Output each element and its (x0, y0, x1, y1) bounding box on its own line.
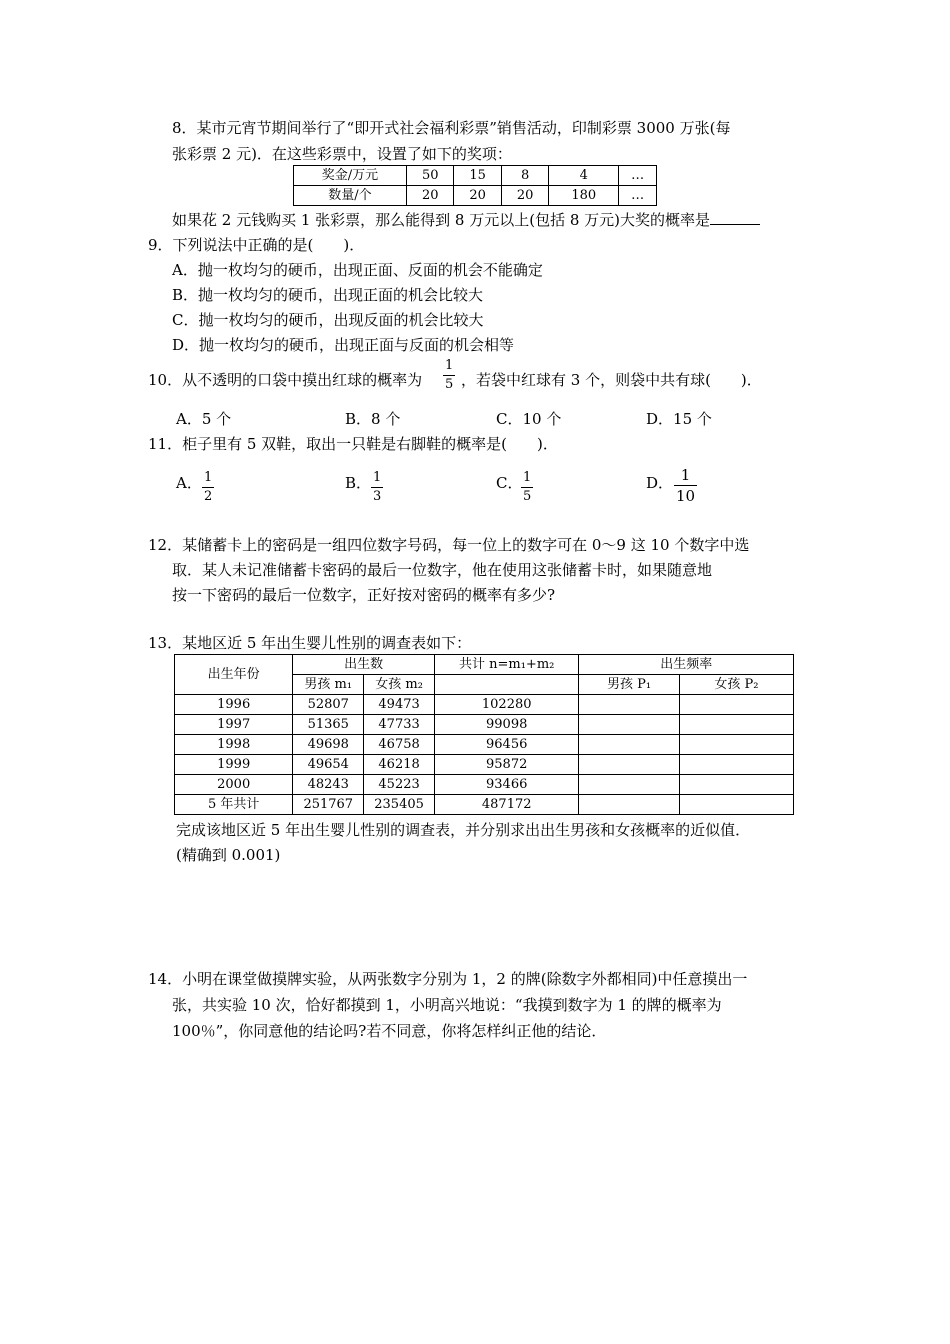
header-births: 出生数 (293, 655, 435, 675)
table-cell: 45223 (364, 775, 435, 795)
q14-line3: 100％”，你同意他的结论吗?若不同意，你将怎样纠正他的结论． (172, 1022, 607, 1040)
q9-option-a: A．抛一枚均匀的硬币，出现正面、反面的机会不能确定 (172, 261, 543, 279)
header-year: 出生年份 (175, 655, 293, 695)
fraction-bar (521, 487, 533, 488)
table-cell: 47733 (364, 715, 435, 735)
q11-a-fraction (202, 471, 214, 504)
table-cell (679, 775, 793, 795)
q11-d-fraction (674, 467, 697, 504)
table-cell (579, 735, 679, 755)
table-row (175, 775, 794, 795)
q13-line1: 完成该地区近 5 年出生婴儿性别的调查表，并分别求出出生男孩和女孩概率的近似值． (176, 821, 751, 839)
table-row (175, 795, 794, 815)
table-cell: 96456 (435, 735, 579, 755)
prize-label: 奖金/万元 (294, 166, 407, 186)
table-cell: 487172 (435, 795, 579, 815)
q10-option-b: B．8 个 (345, 410, 401, 428)
table-row (175, 695, 794, 715)
header-p-boy: 男孩 P₁ (579, 675, 679, 695)
q10-option-a: A．5 个 (176, 410, 232, 428)
table-cell: 102280 (435, 695, 579, 715)
fraction-bar (371, 487, 383, 488)
header-frequency: 出生频率 (579, 655, 794, 675)
table-cell: 8 (501, 166, 548, 186)
table-row (175, 715, 794, 735)
table-cell: 20 (454, 186, 501, 206)
table-cell: 20 (407, 186, 454, 206)
q8-line1: 8．某市元宵节期间举行了“即开式社会福利彩票”销售活动，印制彩票 3000 万张(每 (172, 119, 731, 137)
table-cell: 50 (407, 166, 454, 186)
table-cell: 52807 (293, 695, 364, 715)
q12-line1: 12．某储蓄卡上的密码是一组四位数字号码，每一位上的数字可在 0～9 这 10 个数字中选 (148, 536, 750, 554)
fraction-numerator: 1 (373, 470, 382, 485)
table-cell: 49473 (364, 695, 435, 715)
q13-stem: 13．某地区近 5 年出生婴儿性别的调查表如下： (148, 634, 472, 652)
header-p-girl: 女孩 P₂ (679, 675, 793, 695)
q9-option-c: C．抛一枚均匀的硬币，出现反面的机会比较大 (172, 311, 484, 329)
q11-option-c: C． (496, 474, 523, 492)
fraction-denominator: 5 (445, 377, 454, 392)
table-cell (679, 735, 793, 755)
table-cell: 1997 (175, 715, 293, 735)
q11-c-fraction (521, 471, 533, 504)
fraction-numerator: 1 (680, 466, 691, 484)
table-row (294, 186, 657, 206)
fraction-denominator: 10 (676, 487, 696, 505)
q8-prize-table (293, 165, 657, 206)
q10-option-c: C．10 个 (496, 410, 562, 428)
table-cell: … (619, 186, 657, 206)
q11-option-d: D． (646, 474, 674, 492)
fraction-denominator: 2 (204, 489, 213, 504)
q11-stem: 11．柜子里有 5 双鞋，取出一只鞋是右脚鞋的概率是( )． (148, 435, 558, 453)
header-total-empty (435, 675, 579, 695)
q9-option-b: B．抛一枚均匀的硬币，出现正面的机会比较大 (172, 286, 484, 304)
table-cell (579, 695, 679, 715)
header-girl: 女孩 m₂ (364, 675, 435, 695)
q10-fraction (443, 359, 455, 392)
q9-option-d: D．抛一枚均匀的硬币，出现正面与反面的机会相等 (172, 336, 515, 354)
table-row (175, 735, 794, 755)
q10-stem-b: ，若袋中红球有 3 个，则袋中共有球( )． (461, 371, 762, 389)
table-cell: 95872 (435, 755, 579, 775)
header-boy: 男孩 m₁ (293, 675, 364, 695)
q10-option-d: D．15 个 (646, 410, 712, 428)
table-cell (579, 715, 679, 735)
fraction-bar (674, 485, 697, 486)
table-cell: 49698 (293, 735, 364, 755)
table-cell: 46218 (364, 755, 435, 775)
q12-line2: 取．某人未记准储蓄卡密码的最后一位数字，他在使用这张储蓄卡时，如果随意地 (172, 561, 713, 579)
q8-line3 (172, 210, 760, 230)
table-cell (679, 715, 793, 735)
table-cell: 1996 (175, 695, 293, 715)
table-row (175, 755, 794, 775)
fraction-bar (443, 375, 455, 376)
fraction-denominator: 3 (373, 489, 382, 504)
table-row (294, 166, 657, 186)
q14-line2: 张，共实验 10 次，恰好都摸到 1，小明高兴地说：“我摸到数字为 1 的牌的概率为 (172, 996, 722, 1014)
table-cell: 46758 (364, 735, 435, 755)
table-cell (679, 755, 793, 775)
table-cell: 1999 (175, 755, 293, 775)
q11-b-fraction (371, 471, 383, 504)
fraction-denominator: 5 (523, 489, 532, 504)
header-total: 共计 n=m₁+m₂ (435, 655, 579, 675)
q9-stem: 9．下列说法中正确的是( )． (148, 236, 365, 254)
table-cell: 180 (549, 186, 619, 206)
q14-line1: 14．小明在课堂做摸牌实验，从两张数字分别为 1，2 的牌(除数字外都相同)中任意摸出一 (148, 970, 748, 988)
table-cell: 99098 (435, 715, 579, 735)
table-cell: 20 (501, 186, 548, 206)
fraction-numerator: 1 (204, 470, 213, 485)
table-cell: 5 年共计 (175, 795, 293, 815)
fraction-numerator: 1 (445, 358, 454, 373)
table-cell: 251767 (293, 795, 364, 815)
count-label: 数量/个 (294, 186, 407, 206)
q8-line3-text: 如果花 2 元钱购买 1 张彩票，那么能得到 8 万元以上(包括 8 万元)大奖的概率是 (172, 211, 711, 229)
q12-line3: 按一下密码的最后一位数字，正好按对密码的概率有多少? (172, 586, 556, 604)
table-cell: 93466 (435, 775, 579, 795)
table-cell (579, 775, 679, 795)
q8-line2: 张彩票 2 元)．在这些彩票中，设置了如下的奖项： (172, 145, 512, 163)
table-cell: 4 (549, 166, 619, 186)
table-cell: … (619, 166, 657, 186)
fraction-bar (202, 487, 214, 488)
q11-option-b: B． (345, 474, 372, 492)
table-cell (679, 795, 793, 815)
table-cell: 2000 (175, 775, 293, 795)
q13-line2: (精确到 0.001) (176, 846, 281, 864)
table-cell (679, 695, 793, 715)
fraction-numerator: 1 (523, 470, 532, 485)
q10-stem-a: 10．从不透明的口袋中摸出红球的概率为 (148, 371, 423, 389)
table-cell: 235405 (364, 795, 435, 815)
table-cell: 1998 (175, 735, 293, 755)
table-cell: 51365 (293, 715, 364, 735)
table-cell: 15 (454, 166, 501, 186)
table-cell (579, 795, 679, 815)
table-cell (579, 755, 679, 775)
table-cell: 49654 (293, 755, 364, 775)
answer-blank (710, 210, 760, 225)
table-cell: 48243 (293, 775, 364, 795)
q13-birth-table (174, 654, 794, 815)
q11-option-a: A． (176, 474, 202, 492)
table-header-row (175, 655, 794, 675)
